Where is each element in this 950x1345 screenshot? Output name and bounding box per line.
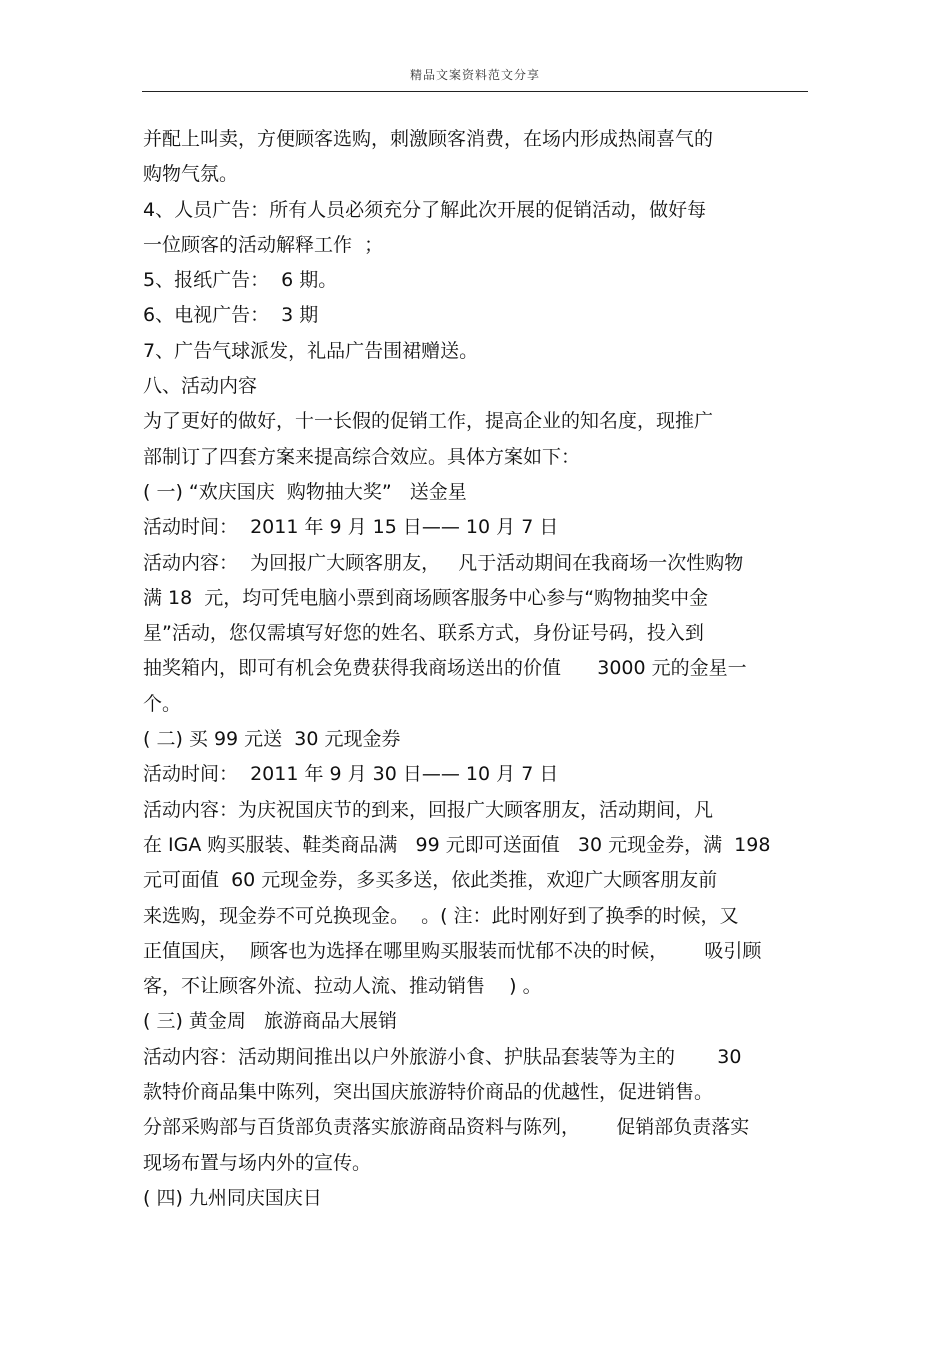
- text-line: 为了更好的做好，十一长假的促销工作，提高企业的知名度，现推广: [143, 410, 714, 433]
- text-line: 抽奖箱内，即可有机会免费获得我商场送出的价值 3000 元的金星一: [143, 657, 747, 680]
- text-line: 现场布置与场内外的宣传。: [143, 1151, 372, 1174]
- subsection-heading: ( 一) “欢庆国庆 购物抽大奖” 送金星: [143, 480, 467, 503]
- text-line: 5、报纸广告： 6 期。: [143, 269, 338, 292]
- text-line: 一位顾客的活动解释工作 ；: [143, 233, 384, 256]
- text-line: 星”活动，您仅需填写好您的姓名、联系方式，身份证号码，投入到: [143, 622, 704, 645]
- text-line: 7、广告气球派发，礼品广告围裙赠送。: [143, 339, 479, 362]
- page-header: 精品文案资料范文分享: [409, 68, 540, 82]
- text-line: 活动时间： 2011 年 9 月 30 日—— 10 月 7 日: [143, 763, 559, 786]
- text-line: 元可面值 60 元现金券，多买多送，依此类推，欢迎广大顾客朋友前: [143, 869, 718, 892]
- text-line: 部制订了四套方案来提高综合效应。具体方案如下：: [143, 445, 581, 468]
- text-line: 满 18 元，均可凭电脑小票到商场顾客服务中心参与“购物抽奖中金: [143, 586, 709, 609]
- text-line: 购物气氛。: [143, 163, 239, 186]
- text-line: 个。: [143, 692, 182, 715]
- text-line: 6、电视广告： 3 期: [143, 304, 319, 327]
- text-line: 款特价商品集中陈列，突出国庆旅游特价商品的优越性，促进销售。: [143, 1081, 714, 1104]
- document-body: [143, 122, 823, 1216]
- subsection-heading: ( 四) 九州同庆国庆日: [143, 1186, 322, 1209]
- text-line: 并配上叫卖，方便顾客选购，刺激顾客消费，在场内形成热闹喜气的: [143, 128, 714, 150]
- text-line: 分部采购部与百货部负责落实旅游商品资料与陈列， 促销部负责落实: [143, 1116, 750, 1139]
- subsection-heading: ( 三) 黄金周 旅游商品大展销: [143, 1010, 398, 1033]
- text-line: 来选购，现金券不可兑换现金。 。( 注：此时刚好到了换季的时候，又: [143, 904, 739, 927]
- subsection-heading: ( 二) 买 99 元送 30 元现金券: [143, 728, 401, 751]
- text-line: 在 IGA 购买服装、鞋类商品满 99 元即可送面值 30 元现金券，满 198: [143, 833, 771, 856]
- text-line: 活动内容： 为回报广大顾客朋友， 凡于活动期间在我商场一次性购物: [143, 551, 744, 574]
- header-divider: [142, 91, 808, 92]
- text-line: 活动内容：为庆祝国庆节的到来，回报广大顾客朋友，活动期间，凡: [143, 798, 714, 821]
- section-heading: 八、活动内容: [143, 375, 258, 398]
- text-line: 正值国庆， 顾客也为选择在哪里购买服装而忧郁不决的时候， 吸引顾: [143, 939, 762, 962]
- text-line: 客，不让顾客外流、拉动人流、推动销售 ) 。: [143, 975, 542, 998]
- text-line: 活动内容：活动期间推出以户外旅游小食、护肤品套装等为主的 30: [143, 1045, 742, 1068]
- text-line: 活动时间： 2011 年 9 月 15 日—— 10 月 7 日: [143, 516, 559, 539]
- text-line: 4、人员广告：所有人员必须充分了解此次开展的促销活动，做好每: [143, 198, 707, 221]
